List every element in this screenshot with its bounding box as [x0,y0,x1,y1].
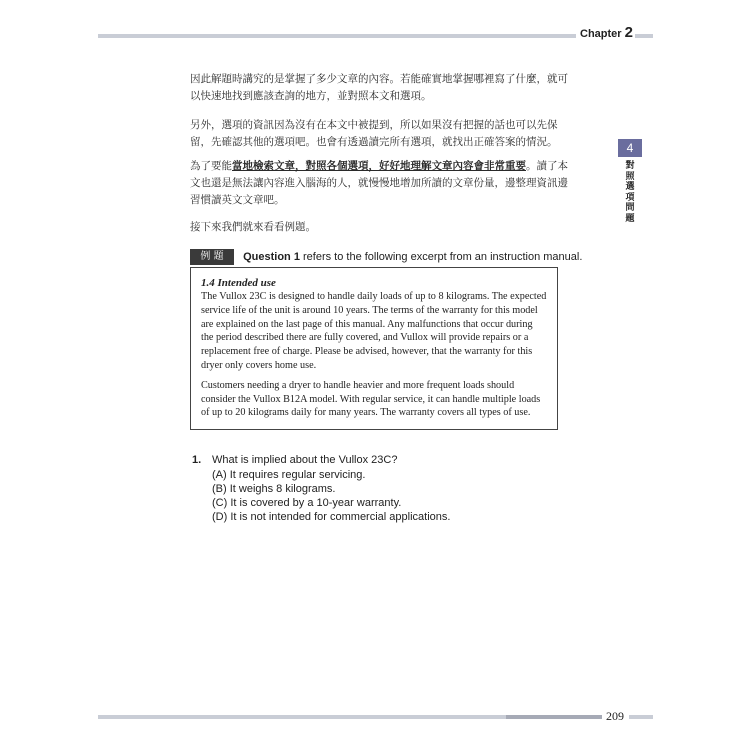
excerpt-paragraph-1: The Vullox 23C is designed to handle daily loads of up to 8 kilograms. The expected service life of the unit is around 10 years. The terms of the warranty for this model are explained on the last page of this manual. Any malfunctions that occur during the period described there are fully covered, and Vullox will provide repairs or a replacement free of charge. Please be advised, however, that the warranty for this dryer only covers home use. [201,291,547,371]
option-b: (B) It weighs 8 kilograms. [212,483,336,495]
header-rule [98,34,576,38]
paragraph-4: 接下來我們就來看看例題。 [190,221,316,233]
question-stem: What is implied about the Vullox 23C? [212,454,398,466]
example-intro-text: refers to the following excerpt from an instruction manual. [299,251,583,263]
example-question-ref: Question 1 [243,251,300,263]
section-tab-number: 4 [618,139,642,157]
excerpt-paragraph-2: Customers needing a dryer to handle heavier and more frequent loads should consider the Vullox B12A model. With regular service, it can handle multiple loads of up to 20 kilograms daily for many years. The warranty covers all types of use. [201,379,541,419]
header-rule-right [635,34,653,38]
footer-rule [98,715,506,719]
example-header [190,249,583,265]
section-tab-label: 對照選項問題 [625,161,635,224]
example-tag: 例 題 [190,249,234,265]
section-tab [618,139,642,224]
option-a: (A) It requires regular servicing. [212,469,366,481]
paragraph-3-emphasis: 當地檢索文章，對照各個選項，好好地理解文章內容會非常重要 [232,160,526,172]
page-number: 209 [606,709,624,723]
chapter-number: 2 [624,24,633,41]
paragraph-2: 另外，選項的資訊因為沒有在本文中被提到，所以如果沒有把握的話也可以先保留，先確認其他的選項吧。也會有透過讀完所有選項，就找出正確答案的情況。 [190,119,558,148]
chapter-label [580,24,633,41]
question-block [192,452,572,524]
example-intro [243,251,582,263]
excerpt-heading: 1.4 Intended use [201,277,276,289]
paragraph-3-lead: 為了要能 [190,160,232,172]
question-number: 1. [192,454,202,466]
excerpt-box [190,267,558,430]
paragraph-3 [190,158,575,209]
footer-rule-right [629,715,653,719]
paragraph-3-rest: 。讀了本文也還是無法讓內容進入腦海的人，就慢慢地增加所讀的文章份量，邊整理資訊邊習慣讀英文文章吧。 [190,160,568,206]
option-d: (D) It is not intended for commercial applications. [212,511,451,523]
paragraph-1: 因此解題時講究的是掌握了多少文章的內容。若能確實地掌握哪裡寫了什麼，就可以快速地找到應該查詢的地方，並對照本文和選項。 [190,73,568,102]
chapter-word: Chapter [580,28,622,40]
footer-rule-accent [506,715,602,719]
question-stem-line [192,452,572,468]
option-c: (C) It is covered by a 10-year warranty. [212,497,402,509]
